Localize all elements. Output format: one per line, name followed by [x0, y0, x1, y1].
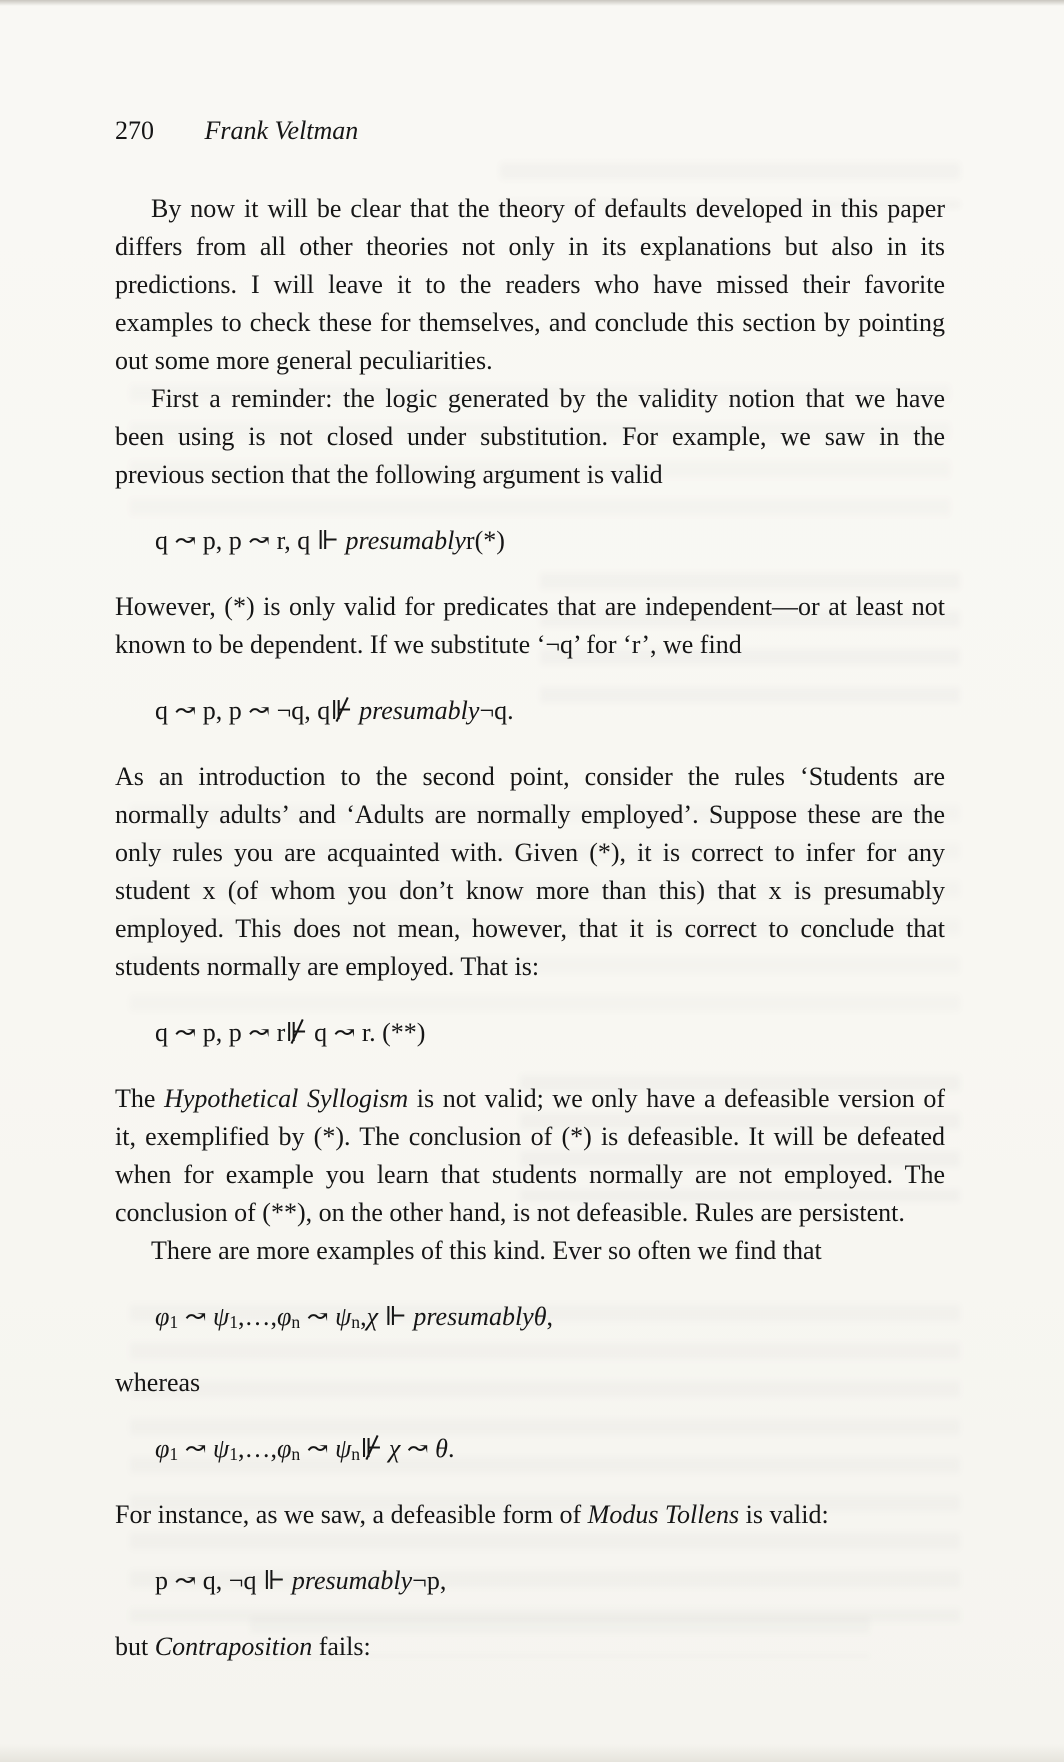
paragraph-second-point: As an introduction to the second point, consider the rules ‘Students are normally adults’ and ‘Adults are normally employed’. Suppose these are the only rules you are acquainted with. Given (*), it is correct to infer for any student x (of whom you don’t know more than this) that x is presumably employed. This does not mean, however, that it is correct to conclude that students normally are employed. That is:	[115, 762, 945, 981]
paragraph-modus-tollens: For instance, as we saw, a defeasible form of Modus Tollens is valid:	[115, 1500, 829, 1529]
formula-substitution: q ↝ p, p ↝ ¬q, q⊮ presumably¬q.	[155, 696, 514, 725]
formula-not-forces-chi-theta: φ1 ↝ ψ1,…,φn ↝ ψn⊮ χ ↝ θ.	[155, 1434, 455, 1465]
paragraph-whereas: whereas	[115, 1368, 201, 1397]
paragraph-intro: By now it will be clear that the theory of defaults developed in this paper differs from all other theories not only in its explanations but also in its predictions. I will leave it to the readers who have missed their favorite examples to check these for themselves, and conclude this section by pointing out some more general peculiarities.	[115, 194, 945, 375]
page-header	[115, 112, 945, 150]
page-number: 270	[115, 116, 154, 145]
paragraph-hypothetical-syllogism: The Hypothetical Syllogism is not valid; we only have a defeasible version of it, exemplified by (*). The conclusion of (*) is defeasible. It will be defeated when for example you learn that students normally are not employed. The conclusion of (**), on the other hand, is not defeasible. Rules are persistent.	[115, 1084, 945, 1227]
running-head-author: Frank Veltman	[204, 116, 359, 145]
formula-star: q ↝ p, p ↝ r, q ⊩ presumablyr(*)	[155, 526, 505, 555]
formula-presumably-theta: φ1 ↝ ψ1,…,φn ↝ ψn,χ ⊩ presumablyθ,	[155, 1302, 554, 1333]
paragraph-however: However, (*) is only valid for predicates that are independent—or at least not known to be dependent. If we substitute ‘¬q’ for ‘r’, we find	[115, 592, 945, 659]
paragraph-contraposition: but Contraposition fails:	[115, 1632, 371, 1661]
formula-double-star: q ↝ p, p ↝ r⊮ q ↝ r. (**)	[155, 1018, 426, 1047]
formula-modus-tollens: p ↝ q, ¬q ⊩ presumably¬p,	[155, 1566, 447, 1595]
paragraph-more-examples: There are more examples of this kind. Ever so often we find that	[151, 1236, 822, 1265]
paragraph-reminder: First a reminder: the logic generated by the validity notion that we have been using is not closed under substitution. For example, we saw in the previous section that the following argument is valid	[115, 384, 945, 489]
